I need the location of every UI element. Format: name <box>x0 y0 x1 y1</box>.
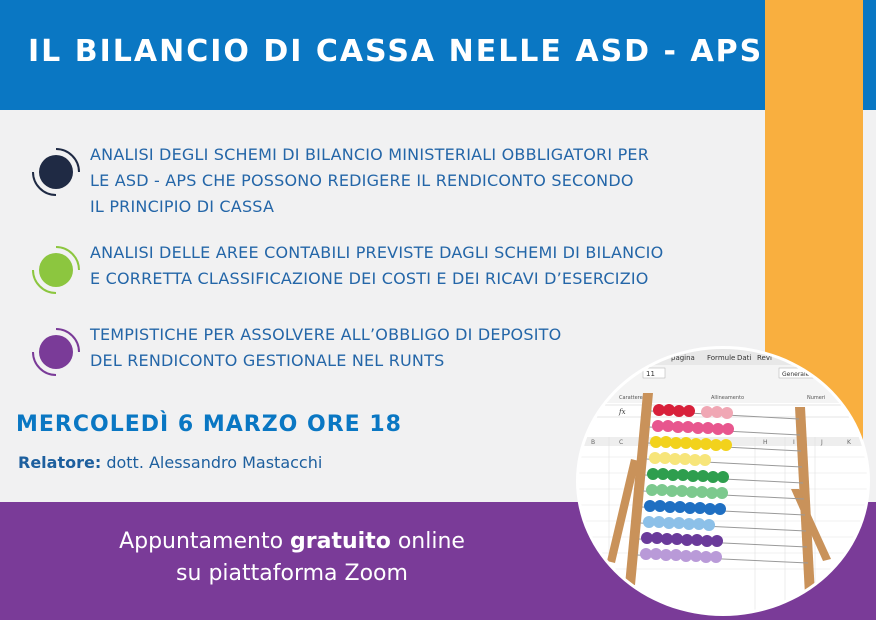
number-format-field: Generale <box>782 371 810 378</box>
speaker-name: dott. Alessandro Mastacchi <box>101 453 323 472</box>
page-title: IL BILANCIO DI CASSA NELLE ASD - APS <box>28 34 764 69</box>
menu-dati: Dati <box>737 354 752 362</box>
formula-fx: fx <box>619 408 626 416</box>
column-k: K <box>847 439 851 446</box>
abacus-image <box>579 349 867 613</box>
column-c: C <box>619 439 624 446</box>
group-allineamento: Allineamento <box>711 395 745 401</box>
bullet-text: ANALISI DEGLI SCHEMI DI BILANCIO MINISTERIALI OBBLIGATORI PER LE ASD - APS CHE POSSONO REDIGERE IL RENDICONTO SECONDO IL PRINCIPIO DI CASSA <box>90 145 650 216</box>
footer-line-2: su piattaforma Zoom <box>176 561 408 586</box>
group-numeri: Numeri <box>807 395 826 401</box>
speaker-label: Relatore: <box>18 453 102 472</box>
menu-pagina: pagina <box>671 354 695 362</box>
abacus-photo <box>576 346 870 616</box>
column-h: H <box>763 439 768 446</box>
event-date: MERCOLEDÌ 6 MARZO ORE 18 <box>16 412 402 437</box>
menu-revi: Revi <box>757 354 772 362</box>
bullet-text: ANALISI DELLE AREE CONTABILI PREVISTE DAGLI SCHEMI DI BILANCIO E CORRETTA CLASSIFICAZIONE DEI COSTI E DEI RICAVI D’ESERCIZIO <box>90 243 664 288</box>
menu-formule: Formule <box>707 354 736 362</box>
speaker-line <box>18 453 322 472</box>
bullet-text: TEMPISTICHE PER ASSOLVERE ALL’OBBLIGO DI DEPOSITO DEL RENDICONTO GESTIONALE NEL RUNTS <box>90 325 562 370</box>
bullet-circle-icon <box>30 326 82 378</box>
footer-line-1-pre: Appuntamento <box>119 529 291 554</box>
footer-line-1 <box>52 526 532 558</box>
column-j: J <box>821 439 823 446</box>
footer-text <box>52 526 532 590</box>
bullet-circle-icon <box>30 146 82 198</box>
column-i: I <box>793 439 795 446</box>
column-b: B <box>591 439 596 446</box>
footer-line-1-post: online <box>390 529 465 554</box>
bullet-circle-icon <box>30 244 82 296</box>
font-size-field: 11 <box>646 370 655 378</box>
header-banner <box>0 0 876 110</box>
group-carattere: Carattere <box>619 395 643 401</box>
footer-line-1-bold: gratuito <box>290 529 391 554</box>
